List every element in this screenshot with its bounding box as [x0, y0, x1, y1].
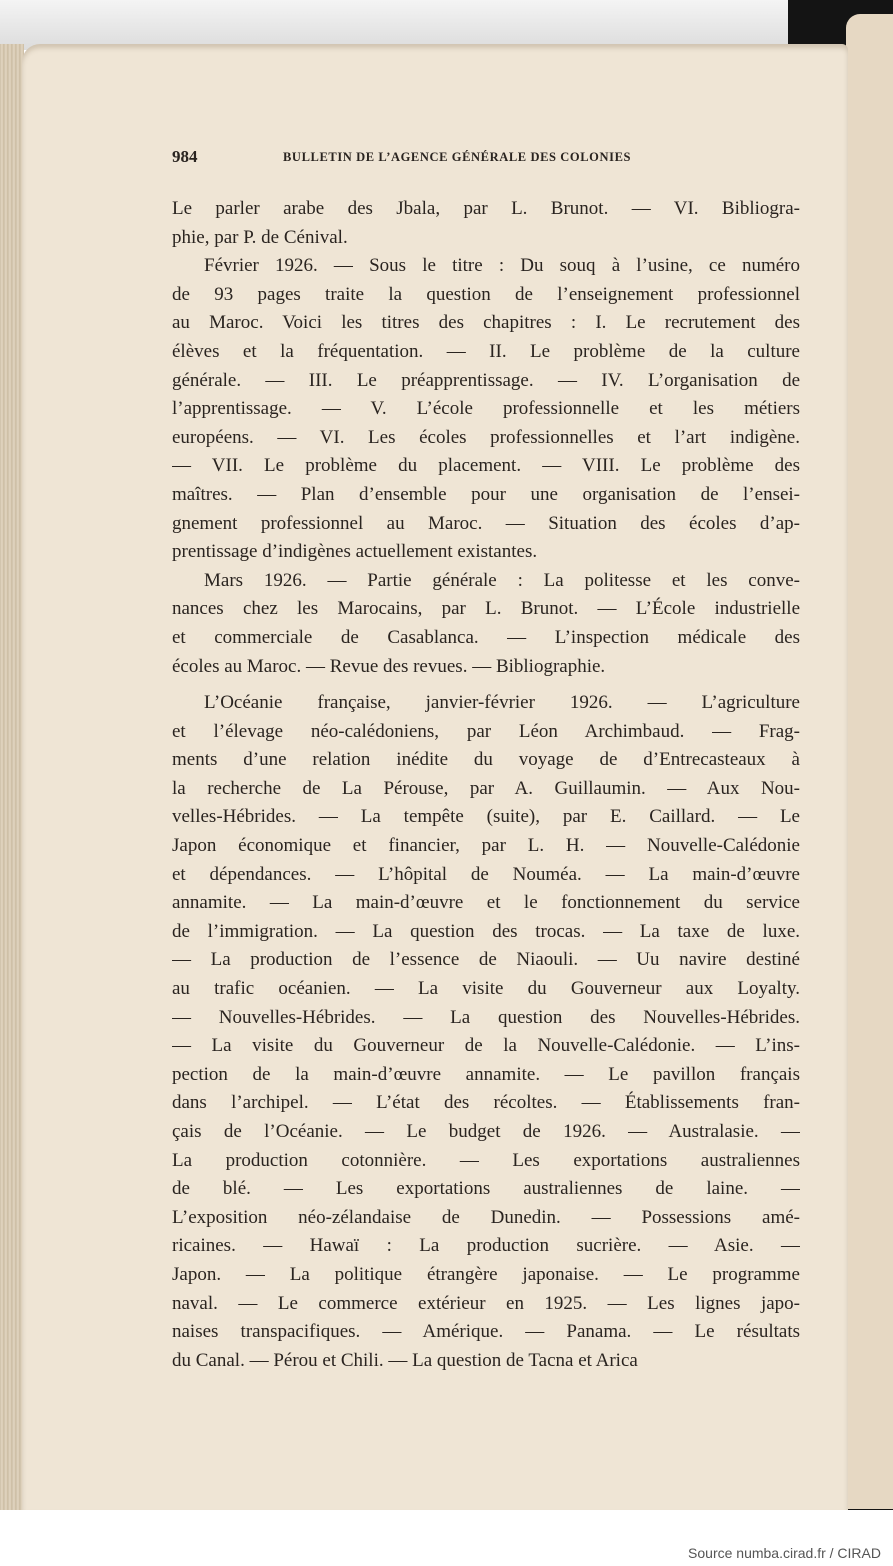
text-line: du Canal. — Pérou et Chili. — La question de Tacna et Arica: [172, 1349, 638, 1371]
text-line: annamite. — La main-d’œuvre et le fonctionnement du service: [172, 892, 800, 914]
scan-background-top: [0, 0, 893, 50]
text-line: naises transpacifiques. — Amérique. — Panama. — Le résultats: [172, 1321, 800, 1343]
page-header: [172, 147, 802, 171]
text-line: au trafic océanien. — La visite du Gouverneur aux Loyalty.: [172, 978, 800, 1000]
text-line: Japon économique et financier, par L. H. — Nouvelle-Calédonie: [172, 835, 800, 857]
adjacent-page-edge: [846, 14, 893, 1509]
text-line: — VII. Le problème du placement. — VIII. Le problème des: [172, 455, 800, 477]
paragraph: [172, 689, 800, 1375]
text-line: la recherche de La Pérouse, par A. Guillaumin. — Aux Nou-: [172, 777, 800, 799]
paragraph-gap: [172, 681, 800, 689]
text-line: maîtres. — Plan d’ensemble pour une organisation de l’ensei-: [172, 483, 800, 505]
text-line: La production cotonnière. — Les exportations australiennes: [172, 1149, 800, 1171]
text-line: velles-Hébrides. — La tempête (suite), par E. Caillard. — Le: [172, 806, 800, 828]
text-line: l’apprentissage. — V. L’école professionnelle et les métiers: [172, 398, 800, 420]
text-line: européens. — VI. Les écoles professionnelles et l’art indigène.: [172, 426, 800, 448]
text-line: générale. — III. Le préapprentissage. — IV. L’organisation de: [172, 369, 800, 391]
running-title: BULLETIN DE L’AGENCE GÉNÉRALE DES COLONIES: [283, 150, 632, 164]
text-line: phie, par P. de Cénival.: [172, 226, 348, 248]
text-line: gnement professionnel au Maroc. — Situation des écoles d’ap-: [172, 512, 800, 534]
paragraph: [172, 252, 800, 567]
text-line: de 93 pages traite la question de l’enseignement professionnel: [172, 283, 800, 305]
text-line: — La visite du Gouverneur de la Nouvelle-Calédonie. — L’ins-: [172, 1035, 800, 1057]
text-line: Février 1926. — Sous le titre : Du souq à l’usine, ce numéro: [204, 255, 800, 277]
text-line: de blé. — Les exportations australiennes de laine. —: [172, 1178, 800, 1200]
text-line: Mars 1926. — Partie générale : La politesse et les conve-: [204, 569, 800, 591]
text-line: et dépendances. — L’hôpital de Nouméa. — La main-d’œuvre: [172, 863, 800, 885]
paragraph: [172, 567, 800, 681]
paragraph: [172, 195, 800, 252]
text-line: — La production de l’essence de Niaouli. — Uu navire destiné: [172, 949, 800, 971]
text-line: prentissage d’indigènes actuellement existantes.: [172, 541, 538, 563]
text-line: élèves et la fréquentation. — II. Le problème de la culture: [172, 340, 800, 362]
text-line: nances chez les Marocains, par L. Brunot. — L’École industrielle: [172, 598, 800, 620]
text-line: pection de la main-d’œuvre annamite. — Le pavillon français: [172, 1063, 800, 1085]
text-line: au Maroc. Voici les titres des chapitres : I. Le recrutement des: [172, 312, 800, 334]
page-stack-edge: [0, 44, 24, 1510]
text-line: ricaines. — Hawaï : La production sucrière. — Asie. —: [172, 1235, 800, 1257]
text-line: çais de l’Océanie. — Le budget de 1926. — Australasie. —: [172, 1121, 800, 1142]
text-line: ments d’une relation inédite du voyage de d’Entrecasteaux à: [172, 749, 800, 771]
text-line: Le parler arabe des Jbala, par L. Brunot. — VI. Bibliogra-: [172, 198, 800, 219]
text-line: dans l’archipel. — L’état des récoltes. — Établissements fran-: [172, 1092, 800, 1114]
text-line: Japon. — La politique étrangère japonaise. — Le programme: [172, 1263, 800, 1285]
text-line: de l’immigration. — La question des trocas. — La taxe de luxe.: [172, 920, 800, 942]
text-line: et l’élevage néo-calédoniens, par Léon Archimbaud. — Frag-: [172, 720, 800, 742]
text-line: naval. — Le commerce extérieur en 1925. — Les lignes japo-: [172, 1292, 800, 1314]
text-line: L’Océanie française, janvier-février 1926. — L’agriculture: [204, 692, 800, 714]
text-line: — Nouvelles-Hébrides. — La question des Nouvelles-Hébrides.: [172, 1006, 800, 1028]
source-credit: Source numba.cirad.fr / CIRAD: [688, 1545, 881, 1561]
text-line: écoles au Maroc. — Revue des revues. — Bibliographie.: [172, 655, 606, 677]
text-line: et commerciale de Casablanca. — L’inspection médicale des: [172, 626, 800, 648]
page-number: 984: [172, 147, 198, 166]
body-text: [172, 195, 800, 1375]
text-line: L’exposition néo-zélandaise de Dunedin. — Possessions amé-: [172, 1206, 800, 1228]
